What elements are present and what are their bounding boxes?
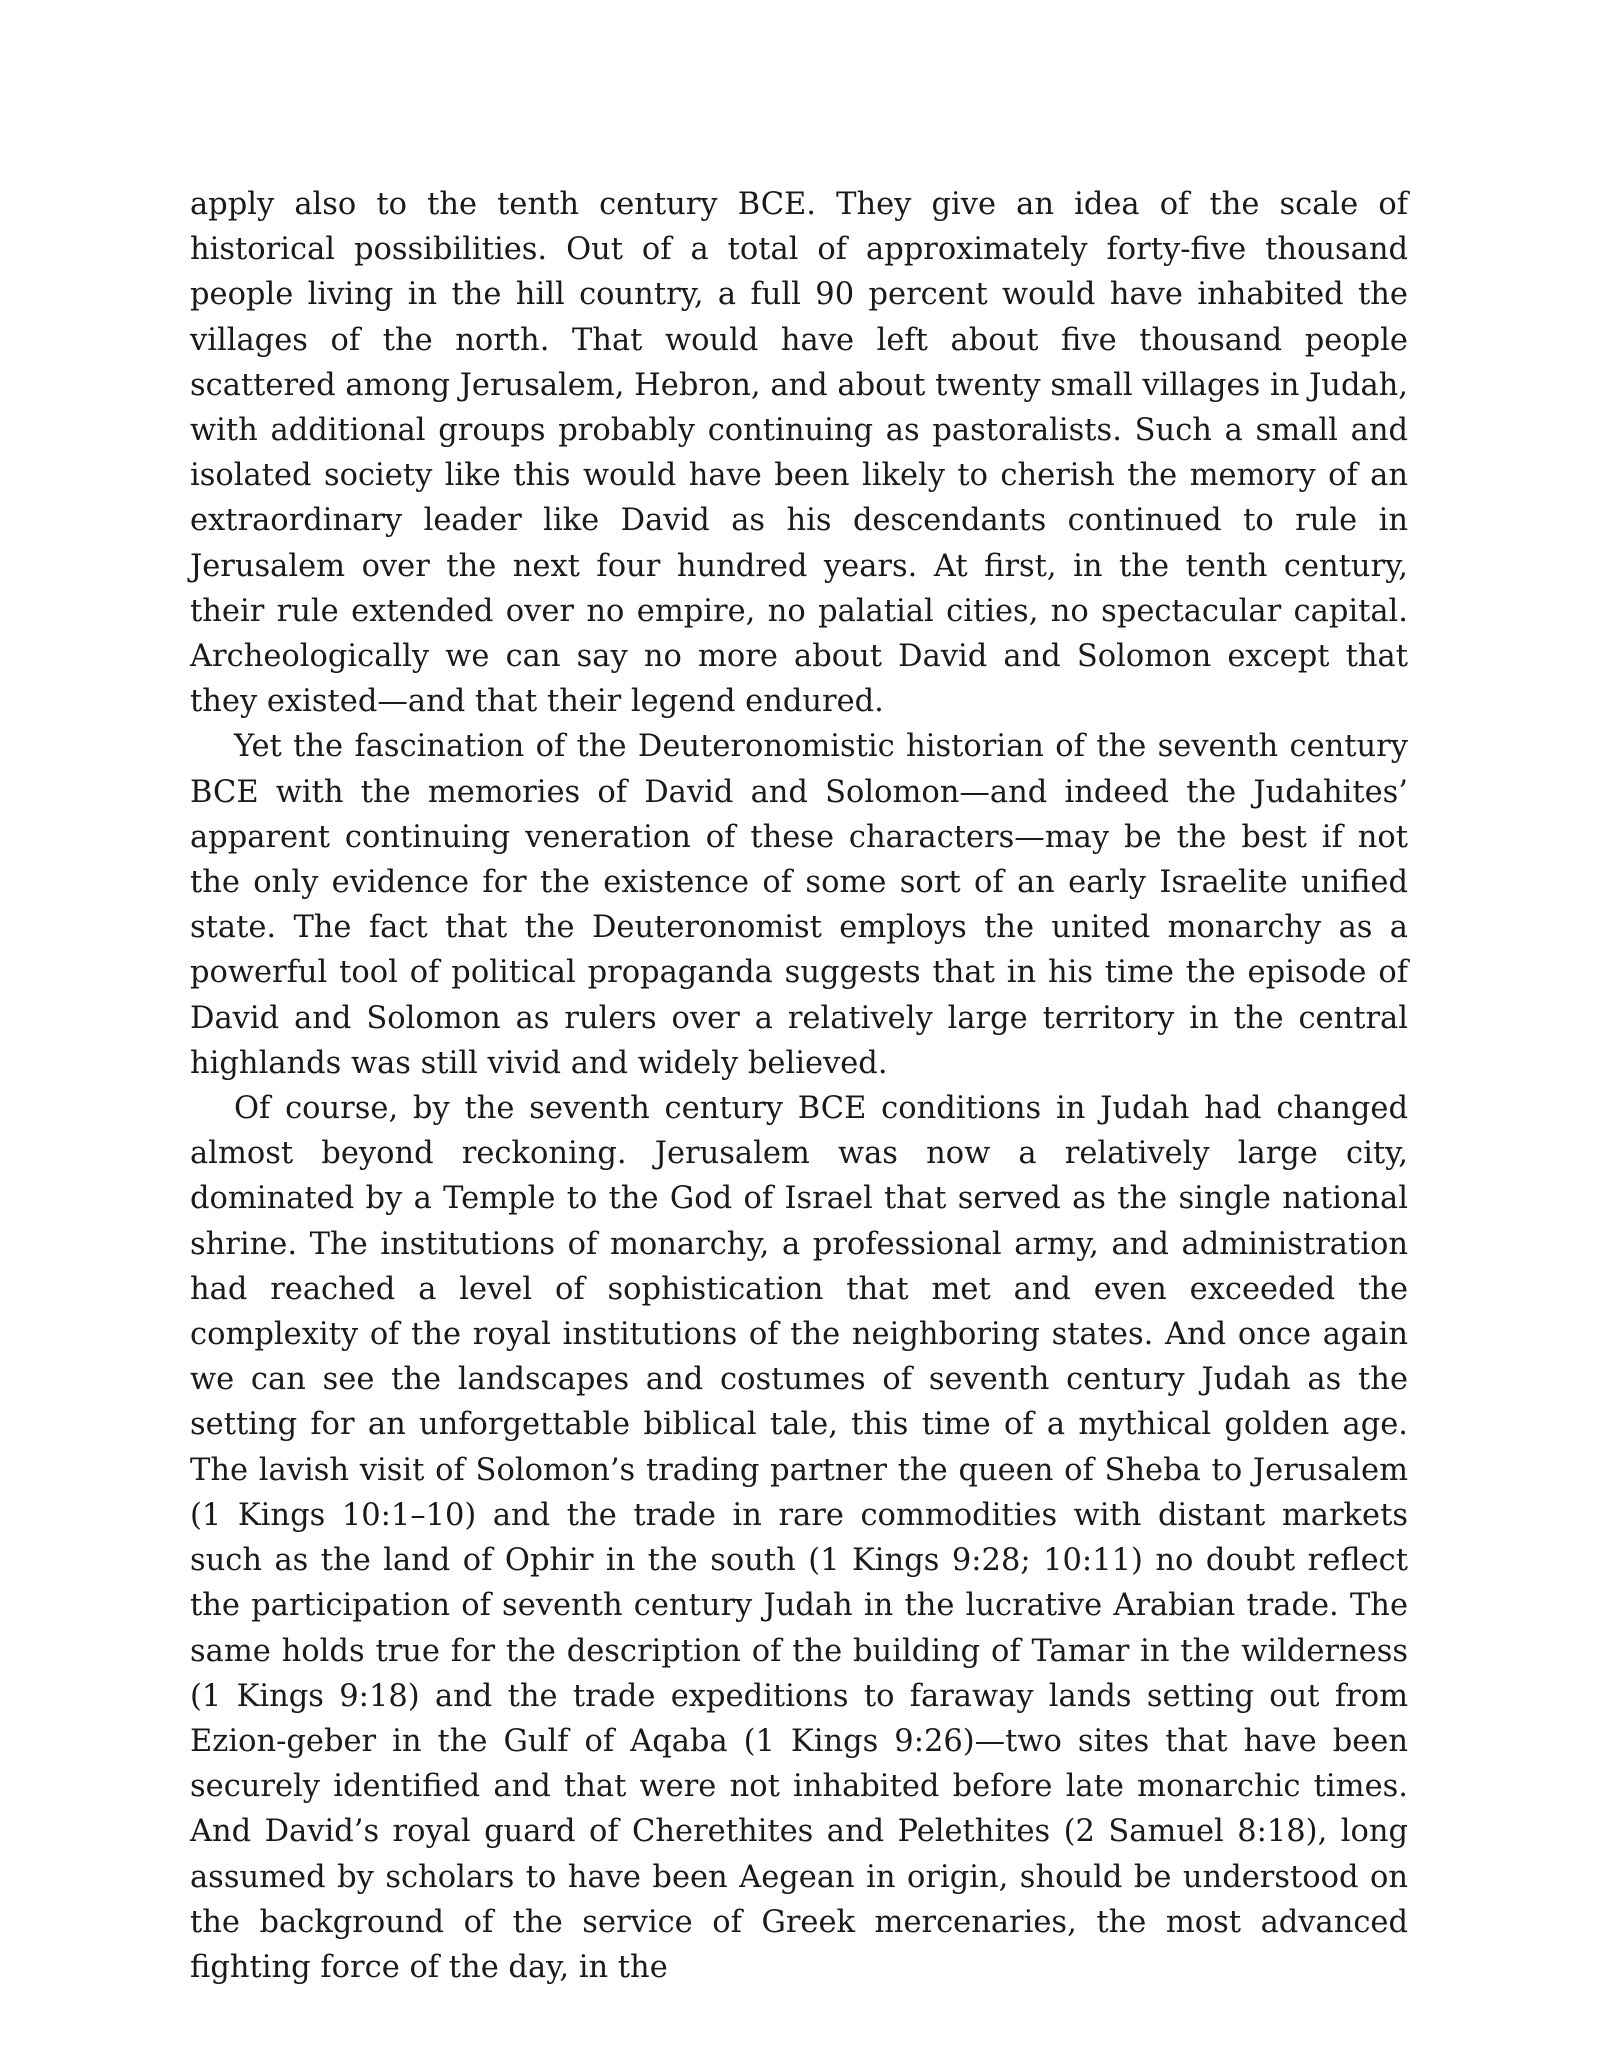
- paragraph-continuation: apply also to the tenth century BCE. They give an idea of the scale of historical possibilities. Out of a total of approximately forty-five thousand people living in the hill country, a full 90 percent would have inhabited the villages of the north. That would have left about five thousand people scattered among Jerusalem, Hebron, and about twenty small villages in Judah, with additional groups probably continuing as pastoralists. Such a small and isolated society like this would have been likely to cherish the memory of an extraordinary leader like David as his descendants continued to rule in Jerusalem over the next four hundred years. At first, in the tenth century, their rule extended over no empire, no palatial cities, no spectacular capital. Archeologically we can say no more about David and Solomon except that they existed—and that their legend endured.: [190, 187, 1408, 720]
- paragraph-deuteronomistic-fascination: Yet the fascination of the Deuteronomistic historian of the seventh century BCE with the memories of David and Solomon—and indeed the Judahites’ apparent continuing veneration of these characters—may be the best if not the only evidence for the existence of some sort of an early Israelite unified state. The fact that the Deuteronomist employs the united monarchy as a powerful tool of political propaganda suggests that in his time the episode of David and Solomon as rulers over a relatively large territory in the central highlands was still vivid and widely believed.: [190, 729, 1408, 1081]
- paragraph-seventh-century-judah: Of course, by the seventh century BCE conditions in Judah had changed almost beyond reckoning. Jerusalem was now a relatively large city, dominated by a Temple to the God of Israel that served as the single national shrine. The institutions of monarchy, a professional army, and administration had reached a level of sophistication that met and even exceeded the complexity of the royal institutions of the neighboring states. And once again we can see the landscapes and costumes of seventh century Judah as the setting for an unforgettable biblical tale, this time of a mythical golden age. The lavish visit of Solomon’s trading partner the queen of Sheba to Jerusalem (1 Kings 10:1–10) and the trade in rare commodities with distant markets such as the land of Ophir in the south (1 Kings 9:28; 10:11) no doubt reflect the participation of seventh century Judah in the lucrative Arabian trade. The same holds true for the description of the building of Tamar in the wilderness (1 Kings 9:18) and the trade expeditions to faraway lands setting out from Ezion-geber in the Gulf of Aqaba (1 Kings 9:26)—two sites that have been securely identified and that were not inhabited before late monarchic times. And David’s royal guard of Cherethites and Pelethites (2 Samuel 8:18), long assumed by scholars to have been Aegean in origin, should be understood on the background of the service of Greek mercenaries, the most advanced fighting force of the day, in the: [190, 1091, 1408, 1985]
- page-body: [190, 182, 1408, 1990]
